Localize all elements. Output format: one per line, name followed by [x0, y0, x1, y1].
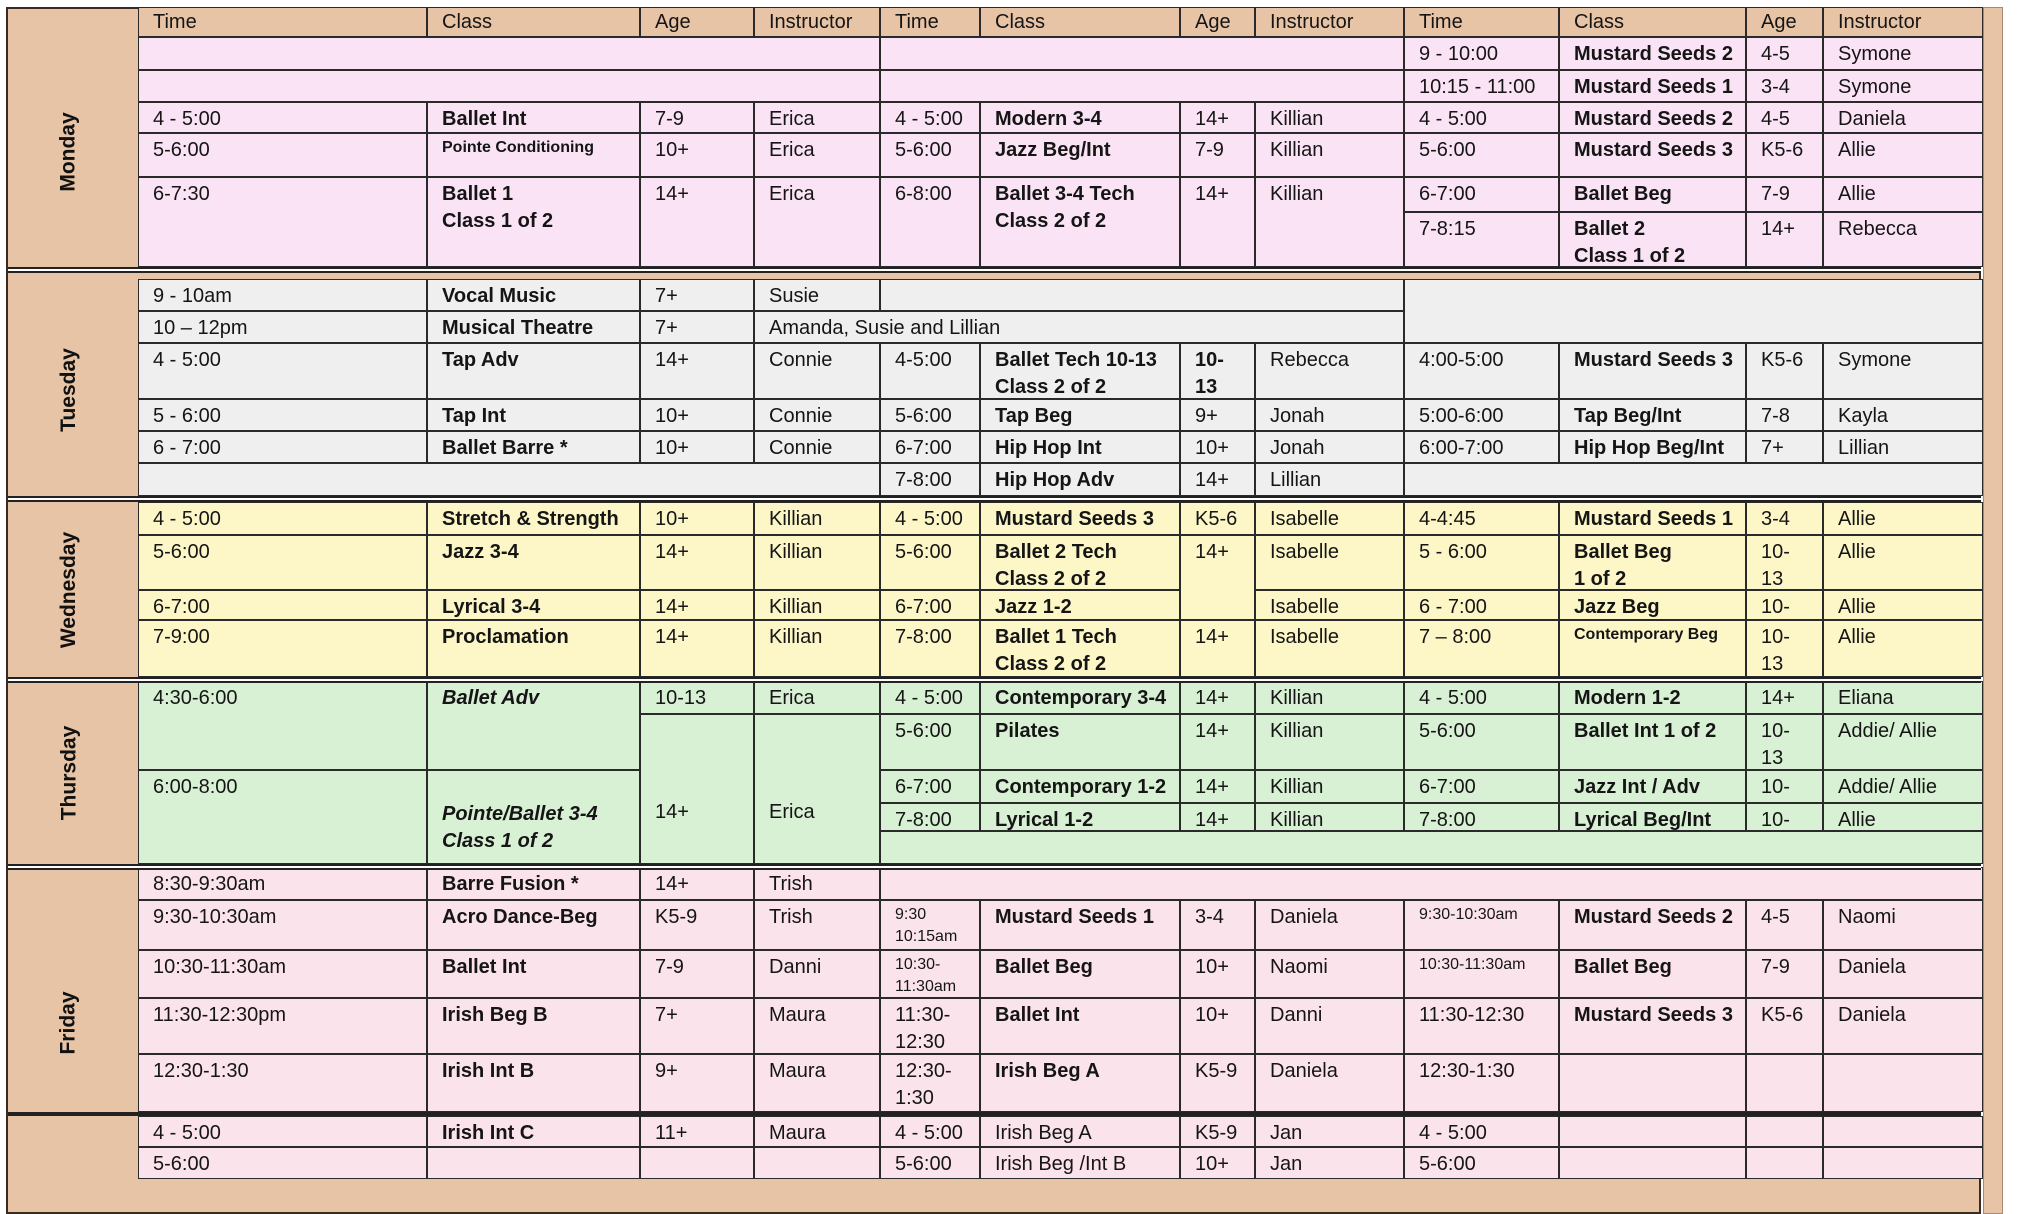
class-cell [1559, 1054, 1746, 1112]
class-cell: Mustard Seeds 1 [1559, 70, 1746, 102]
class-cell: Contemporary 3-4 [980, 681, 1180, 714]
time-cell [880, 37, 1404, 70]
instructor-cell: Symone [1823, 37, 1983, 70]
age-cell: 7-9 [640, 950, 754, 998]
column-header: Instructor [1823, 7, 1983, 37]
class-cell: Mustard Seeds 3 [1559, 998, 1746, 1054]
class-cell: Ballet Beg [1559, 950, 1746, 998]
class-cell: Irish Int B [427, 1054, 640, 1112]
instructor-cell: Connie [754, 399, 880, 431]
age-cell [1746, 1147, 1823, 1179]
class-cell: Ballet 1 Tech Class 2 of 2 [980, 620, 1180, 677]
time-cell: 4 - 5:00 [880, 681, 980, 714]
class-cell: Ballet Tech 10-13 Class 2 of 2 [980, 343, 1180, 399]
time-cell: 11:30-12:30pm [138, 998, 427, 1054]
time-cell: 7-8:15 [1404, 212, 1559, 267]
instructor-cell: Danni [1255, 998, 1404, 1054]
instructor-cell: Daniela [1823, 102, 1983, 133]
time-cell: 7-8:00 [1404, 803, 1559, 831]
age-cell: 14+ [640, 535, 754, 590]
day-separator [8, 677, 1981, 683]
time-cell: 4-5:00 [880, 343, 980, 399]
age-cell: 10+ [640, 133, 754, 177]
age-cell: 3-4 [1180, 900, 1255, 950]
instructor-cell: Erica [754, 133, 880, 177]
day-label-text: Friday [57, 991, 80, 1055]
column-header: Time [880, 7, 980, 37]
age-cell: 10-13 [1746, 714, 1823, 770]
age-cell: 10- [1746, 590, 1823, 620]
instructor-cell: Trish [754, 900, 880, 950]
age-cell: 10+ [1180, 998, 1255, 1054]
class-cell [1559, 1147, 1746, 1179]
time-cell: 12:30-1:30 [1404, 1054, 1559, 1112]
time-cell: 6-7:00 [1404, 177, 1559, 212]
time-cell: 5-6:00 [880, 714, 980, 770]
instructor-cell: Jan [1255, 1116, 1404, 1147]
instructor-cell: Danni [754, 950, 880, 998]
age-cell: K5-9 [640, 900, 754, 950]
class-cell: Ballet Int 1 of 2 [1559, 714, 1746, 770]
instructor-cell: Killian [754, 535, 880, 590]
instructor-cell: Isabelle [1255, 590, 1404, 620]
age-cell: K5-6 [1746, 998, 1823, 1054]
instructor-cell [1823, 1054, 1983, 1112]
instructor-cell: Jonah [1255, 399, 1404, 431]
age-cell [1746, 1116, 1823, 1147]
instructor-cell: Erica [754, 102, 880, 133]
age-cell: K5-9 [1180, 1116, 1255, 1147]
day-separator [8, 267, 1981, 273]
day-label-thursday [8, 681, 130, 864]
class-cell: Ballet Beg 1 of 2 [1559, 535, 1746, 590]
age-cell: 10+ [640, 431, 754, 463]
class-cell: Mustard Seeds 3 [1559, 133, 1746, 177]
instructor-cell: Killian [1255, 803, 1404, 831]
time-cell: 10:30- 11:30am [880, 950, 980, 998]
time-cell: 8:30-9:30am [138, 867, 427, 900]
class-cell: Pilates [980, 714, 1180, 770]
age-cell: 14+ [640, 620, 754, 677]
instructor-cell: Killian [1255, 714, 1404, 770]
class-cell: Ballet 1 Class 1 of 2 [427, 177, 640, 267]
day-label-wednesday [8, 502, 130, 677]
age-cell: 14+ [1180, 177, 1255, 267]
time-cell: 5-6:00 [880, 133, 980, 177]
instructor-cell: Kayla [1823, 399, 1983, 431]
instructor-cell: Killian [754, 502, 880, 535]
age-cell: 7-9 [640, 102, 754, 133]
time-cell [1404, 463, 1983, 496]
age-cell: 7+ [1746, 431, 1823, 463]
instructor-cell: Killian [1255, 681, 1404, 714]
instructor-cell: Killian [754, 590, 880, 620]
instructor-cell: Eliana [1823, 681, 1983, 714]
class-cell: Barre Fusion * [427, 867, 640, 900]
time-cell [880, 867, 1983, 900]
time-cell: 4 - 5:00 [880, 1116, 980, 1147]
age-cell: 14+ [1746, 681, 1823, 714]
age-cell: 10-13 [1746, 620, 1823, 677]
column-header: Time [1404, 7, 1559, 37]
time-cell: 6 - 7:00 [138, 431, 427, 463]
column-header: Age [1180, 7, 1255, 37]
column-header: Time [138, 7, 427, 37]
class-cell: Mustard Seeds 2 [1559, 37, 1746, 70]
class-cell: Ballet Beg [980, 950, 1180, 998]
time-cell [1404, 279, 1983, 343]
time-cell: 7-9:00 [138, 620, 427, 677]
instructor-cell: Killian [754, 620, 880, 677]
instructor-cell: Maura [754, 1054, 880, 1112]
instructor-cell: Addie/ Allie [1823, 714, 1983, 770]
age-cell: 10+ [640, 399, 754, 431]
day-separator [8, 1112, 1981, 1116]
instructor-cell: Allie [1823, 620, 1983, 677]
age-cell: 4-5 [1746, 37, 1823, 70]
column-header: Instructor [1255, 7, 1404, 37]
age-cell: 14+ [1180, 803, 1255, 831]
time-cell [880, 70, 1404, 102]
time-cell: 7-8:00 [880, 463, 980, 496]
class-cell: Stretch & Strength [427, 502, 640, 535]
instructor-cell: Jan [1255, 1147, 1404, 1179]
instructor-cell: Amanda, Susie and Lillian [754, 311, 1404, 343]
age-cell: 14+ [640, 714, 754, 864]
class-cell: Pointe Conditioning [427, 133, 640, 177]
time-cell: 6-7:00 [880, 431, 980, 463]
instructor-cell: Erica [754, 681, 880, 714]
age-cell: 10-13 [640, 681, 754, 714]
column-header: Class [980, 7, 1180, 37]
time-cell: 6-7:30 [138, 177, 427, 267]
class-cell: Tap Beg/Int [1559, 399, 1746, 431]
class-cell: Proclamation [427, 620, 640, 677]
class-cell: Irish Beg /Int B [980, 1147, 1180, 1179]
instructor-cell: Maura [754, 1116, 880, 1147]
day-label-friday [8, 867, 130, 1179]
age-cell: 14+ [640, 590, 754, 620]
instructor-cell: Killian [1255, 770, 1404, 803]
time-cell [138, 463, 880, 496]
age-cell: 9+ [640, 1054, 754, 1112]
class-cell: Lyrical Beg/Int [1559, 803, 1746, 831]
instructor-cell: Connie [754, 343, 880, 399]
age-cell: 11+ [640, 1116, 754, 1147]
class-cell: Irish Beg A [980, 1054, 1180, 1112]
class-cell: Ballet Adv [427, 681, 640, 770]
age-cell: 7-9 [1180, 133, 1255, 177]
time-cell: 11:30- 12:30 [880, 998, 980, 1054]
age-cell: 14+ [1180, 681, 1255, 714]
time-cell: 4:00-5:00 [1404, 343, 1559, 399]
age-cell: K5-9 [1180, 1054, 1255, 1112]
time-cell: 5-6:00 [1404, 133, 1559, 177]
instructor-cell: Symone [1823, 343, 1983, 399]
instructor-cell: Isabelle [1255, 535, 1404, 590]
age-cell: 7-9 [1746, 177, 1823, 212]
time-cell: 5-6:00 [1404, 714, 1559, 770]
time-cell: 6-7:00 [880, 590, 980, 620]
instructor-cell: Allie [1823, 535, 1983, 590]
class-cell: Hip Hop Adv [980, 463, 1180, 496]
class-cell: Ballet Beg [1559, 177, 1746, 212]
age-cell: 10-13 [1180, 343, 1255, 399]
time-cell: 12:30- 1:30 [880, 1054, 980, 1112]
age-cell: 14+ [1180, 102, 1255, 133]
time-cell: 4 - 5:00 [138, 343, 427, 399]
time-cell: 4 - 5:00 [138, 1116, 427, 1147]
instructor-cell: Daniela [1255, 900, 1404, 950]
time-cell: 7-8:00 [880, 620, 980, 677]
instructor-cell: Allie [1823, 502, 1983, 535]
column-header: Class [1559, 7, 1746, 37]
age-cell: 14+ [640, 343, 754, 399]
time-cell: 4 - 5:00 [1404, 681, 1559, 714]
age-cell: 14+ [1746, 212, 1823, 267]
age-cell: 14+ [1180, 620, 1255, 677]
class-cell: Modern 3-4 [980, 102, 1180, 133]
class-cell: Mustard Seeds 2 [1559, 900, 1746, 950]
class-cell [427, 1147, 640, 1179]
time-cell: 4:30-6:00 [138, 681, 427, 770]
class-cell: Ballet Int [427, 950, 640, 998]
class-cell: Acro Dance-Beg [427, 900, 640, 950]
time-cell: 4 - 5:00 [138, 502, 427, 535]
age-cell: 10-13 [1746, 535, 1823, 590]
time-cell: 4 - 5:00 [1404, 1116, 1559, 1147]
age-cell: 7+ [640, 279, 754, 311]
time-cell [138, 37, 880, 70]
class-cell: Jazz 3-4 [427, 535, 640, 590]
age-cell: 10- [1746, 770, 1823, 803]
time-cell: 6:00-7:00 [1404, 431, 1559, 463]
age-cell: 10+ [640, 502, 754, 535]
age-cell: 7+ [640, 311, 754, 343]
age-cell: 10- [1746, 803, 1823, 831]
time-cell: 9 - 10:00 [1404, 37, 1559, 70]
instructor-cell: Allie [1823, 177, 1983, 212]
class-cell: Hip Hop Beg/Int [1559, 431, 1746, 463]
time-cell: 4 - 5:00 [880, 502, 980, 535]
time-cell: 4-4:45 [1404, 502, 1559, 535]
class-cell: Hip Hop Int [980, 431, 1180, 463]
time-cell: 11:30-12:30 [1404, 998, 1559, 1054]
instructor-cell [754, 1147, 880, 1179]
class-cell: Mustard Seeds 2 [1559, 102, 1746, 133]
time-cell: 5-6:00 [138, 535, 427, 590]
time-cell: 6:00-8:00 [138, 770, 427, 864]
time-cell: 6 - 7:00 [1404, 590, 1559, 620]
time-cell: 4 - 5:00 [880, 102, 980, 133]
instructor-cell: Addie/ Allie [1823, 770, 1983, 803]
instructor-cell [1823, 1147, 1983, 1179]
age-cell: 7-9 [1746, 950, 1823, 998]
class-cell: Mustard Seeds 1 [980, 900, 1180, 950]
age-cell: 4-5 [1746, 900, 1823, 950]
time-cell: 12:30-1:30 [138, 1054, 427, 1112]
time-cell: 4 - 5:00 [138, 102, 427, 133]
time-cell [138, 70, 880, 102]
class-cell [1559, 1116, 1746, 1147]
class-cell: Mustard Seeds 3 [980, 502, 1180, 535]
instructor-cell: Isabelle [1255, 620, 1404, 677]
age-cell: 4-5 [1746, 102, 1823, 133]
column-header: Age [1746, 7, 1823, 37]
time-cell: 6-8:00 [880, 177, 980, 267]
day-separator [8, 496, 1981, 502]
class-cell: Ballet 2 Tech Class 2 of 2 [980, 535, 1180, 590]
class-cell: Modern 1-2 [1559, 681, 1746, 714]
time-cell: 7-8:00 [880, 803, 980, 831]
instructor-cell: Symone [1823, 70, 1983, 102]
instructor-cell: Isabelle [1255, 502, 1404, 535]
time-cell: 5-6:00 [880, 535, 980, 590]
instructor-cell: Maura [754, 998, 880, 1054]
class-cell: Mustard Seeds 3 [1559, 343, 1746, 399]
age-cell: 10+ [1180, 431, 1255, 463]
time-cell: 5 - 6:00 [138, 399, 427, 431]
column-header: Instructor [754, 7, 880, 37]
time-cell: 5-6:00 [880, 1147, 980, 1179]
instructor-cell: Naomi [1823, 900, 1983, 950]
class-cell: Irish Int C [427, 1116, 640, 1147]
instructor-cell: Daniela [1823, 998, 1983, 1054]
class-cell: Contemporary 1-2 [980, 770, 1180, 803]
instructor-cell: Erica [754, 714, 880, 864]
class-cell: Mustard Seeds 1 [1559, 502, 1746, 535]
column-header: Class [427, 7, 640, 37]
time-cell: 5-6:00 [138, 1147, 427, 1179]
age-cell: 7-8 [1746, 399, 1823, 431]
instructor-cell: Killian [1255, 133, 1404, 177]
class-cell: Tap Beg [980, 399, 1180, 431]
age-cell: K5-6 [1180, 502, 1255, 535]
class-cell: Jazz Beg [1559, 590, 1746, 620]
age-cell: 7+ [640, 998, 754, 1054]
age-cell [640, 1147, 754, 1179]
class-cell: Jazz Beg/Int [980, 133, 1180, 177]
instructor-cell: Killian [1255, 177, 1404, 267]
class-cell: Ballet Int [980, 998, 1180, 1054]
age-cell [1746, 1054, 1823, 1112]
instructor-cell: Allie [1823, 133, 1983, 177]
class-cell: Ballet 2 Class 1 of 2 [1559, 212, 1746, 267]
class-cell: Jazz Int / Adv [1559, 770, 1746, 803]
instructor-cell: Allie [1823, 803, 1983, 831]
age-cell: 14+ [1180, 714, 1255, 770]
day-label-text: Thursday [57, 725, 80, 820]
time-cell: 5:00-6:00 [1404, 399, 1559, 431]
class-cell: Irish Beg B [427, 998, 640, 1054]
day-label-tuesday [8, 279, 130, 500]
age-cell: K5-6 [1746, 343, 1823, 399]
time-cell [880, 279, 1404, 311]
class-cell: Ballet 3-4 Tech Class 2 of 2 [980, 177, 1180, 267]
time-cell: 9:30-10:30am [1404, 900, 1559, 950]
age-cell: 10+ [1180, 950, 1255, 998]
time-cell: 6-7:00 [138, 590, 427, 620]
time-cell: 9 - 10am [138, 279, 427, 311]
time-cell: 10:15 - 11:00 [1404, 70, 1559, 102]
age-cell: K5-6 [1746, 133, 1823, 177]
age-cell: 14+ [640, 177, 754, 267]
time-cell: 4 - 5:00 [1404, 102, 1559, 133]
time-cell: 7 – 8:00 [1404, 620, 1559, 677]
day-label-text: Tuesday [57, 347, 80, 432]
class-cell: Musical Theatre [427, 311, 640, 343]
age-cell: 14+ [1180, 463, 1255, 496]
day-label-monday [8, 37, 130, 267]
instructor-cell: Lillian [1823, 431, 1983, 463]
class-cell: Vocal Music [427, 279, 640, 311]
class-cell: Lyrical 1-2 [980, 803, 1180, 831]
day-label-text: Monday [57, 112, 80, 192]
age-cell: 14+ [1180, 535, 1255, 620]
instructor-cell: Allie [1823, 590, 1983, 620]
column-header: Age [640, 7, 754, 37]
instructor-cell: Trish [754, 867, 880, 900]
time-cell: 10:30-11:30am [1404, 950, 1559, 998]
instructor-cell: Connie [754, 431, 880, 463]
instructor-cell: Naomi [1255, 950, 1404, 998]
age-cell: 9+ [1180, 399, 1255, 431]
time-cell: 9:30-10:30am [138, 900, 427, 950]
time-cell: 5-6:00 [138, 133, 427, 177]
instructor-cell: Susie [754, 279, 880, 311]
instructor-cell: Daniela [1255, 1054, 1404, 1112]
time-cell: 6-7:00 [1404, 770, 1559, 803]
time-cell: 5-6:00 [880, 399, 980, 431]
time-cell: 10:30-11:30am [138, 950, 427, 998]
time-cell: 10 – 12pm [138, 311, 427, 343]
instructor-cell: Erica [754, 177, 880, 267]
class-cell: Pointe/Ballet 3-4 Class 1 of 2 [427, 770, 640, 864]
day-separator [8, 864, 1981, 870]
instructor-cell: Rebecca [1823, 212, 1983, 267]
age-cell: 3-4 [1746, 70, 1823, 102]
class-cell: Tap Adv [427, 343, 640, 399]
age-cell: 10+ [1180, 1147, 1255, 1179]
class-cell: Ballet Barre * [427, 431, 640, 463]
time-cell: 5 - 6:00 [1404, 535, 1559, 590]
right-border-strip [1983, 7, 2003, 1214]
instructor-cell: Killian [1255, 102, 1404, 133]
age-cell: 3-4 [1746, 502, 1823, 535]
time-cell: 9:30 10:15am [880, 900, 980, 950]
time-cell [880, 831, 1983, 864]
day-label-text: Wednesday [56, 531, 80, 648]
time-cell: 5-6:00 [1404, 1147, 1559, 1179]
class-cell: Contemporary Beg [1559, 620, 1746, 677]
instructor-cell: Rebecca [1255, 343, 1404, 399]
instructor-cell: Daniela [1823, 950, 1983, 998]
age-cell: 14+ [640, 867, 754, 900]
time-cell: 6-7:00 [880, 770, 980, 803]
age-cell: 14+ [1180, 770, 1255, 803]
instructor-cell: Lillian [1255, 463, 1404, 496]
class-cell: Tap Int [427, 399, 640, 431]
class-cell: Irish Beg A [980, 1116, 1180, 1147]
class-cell: Jazz 1-2 [980, 590, 1180, 620]
instructor-cell: Jonah [1255, 431, 1404, 463]
class-cell: Lyrical 3-4 [427, 590, 640, 620]
instructor-cell [1823, 1116, 1983, 1147]
class-cell: Ballet Int [427, 102, 640, 133]
